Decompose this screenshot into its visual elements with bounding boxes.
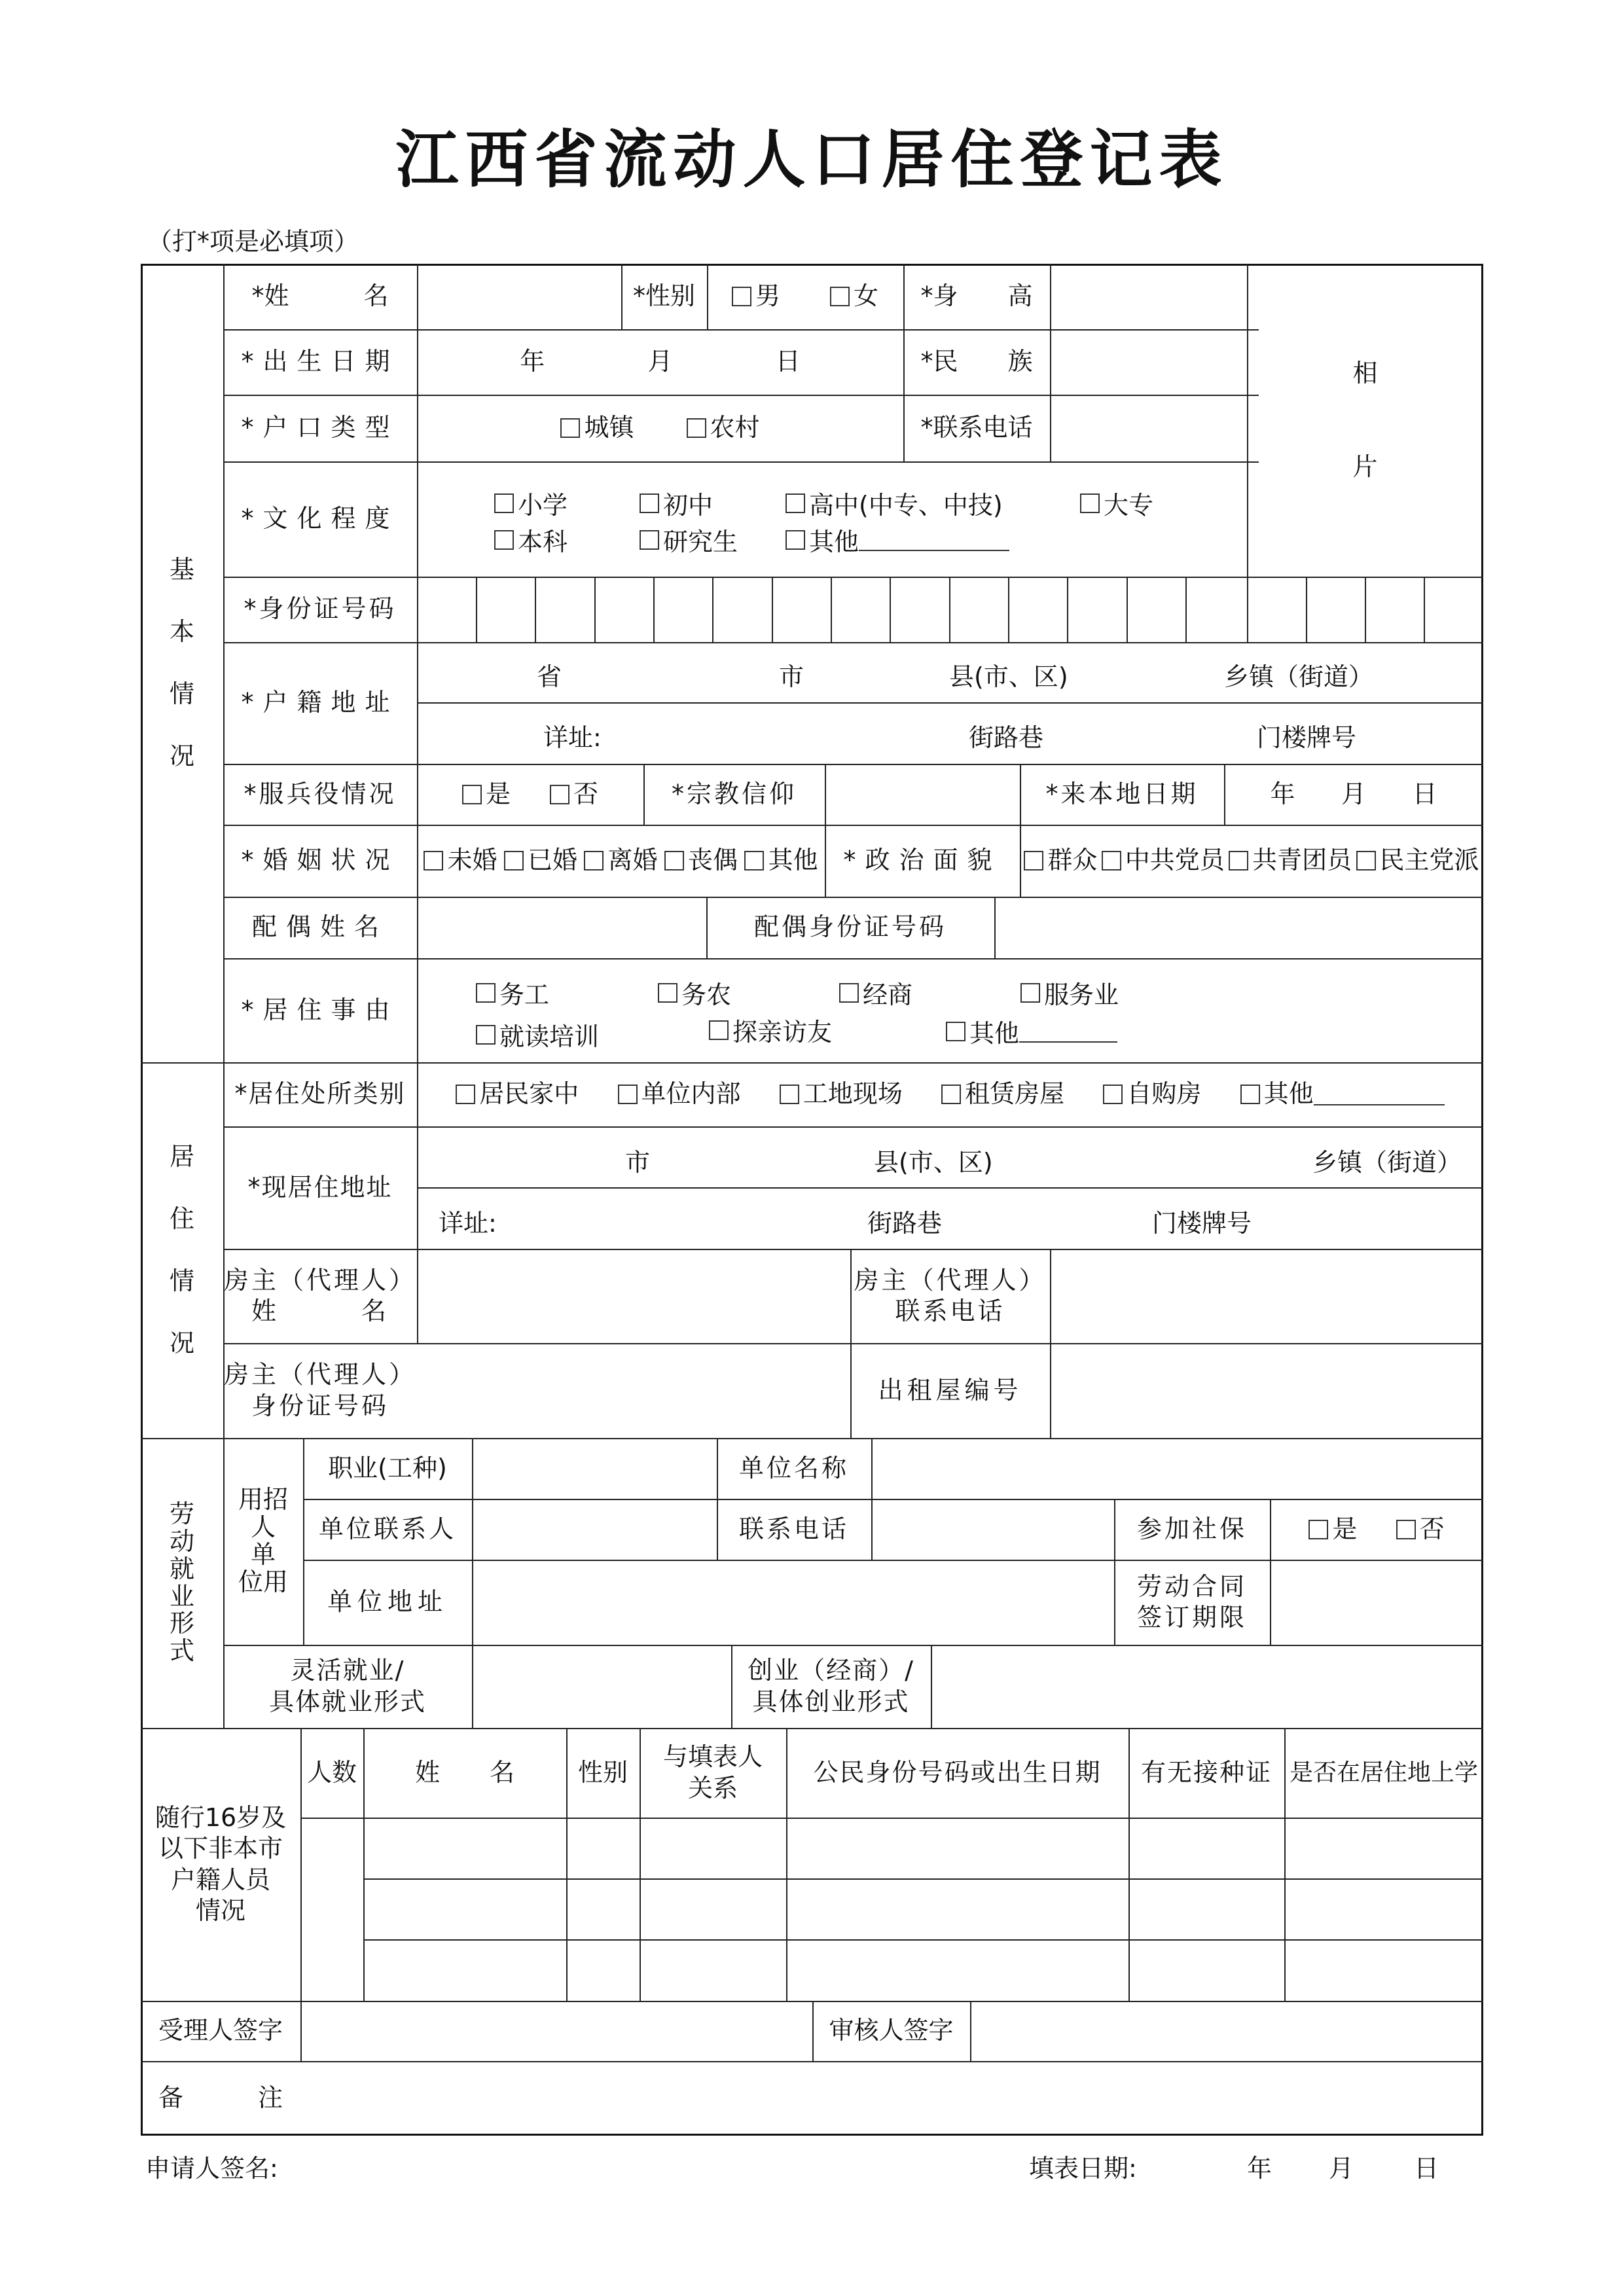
checkbox-icon[interactable] — [1103, 1085, 1123, 1104]
education-label: *文化程度 — [241, 504, 399, 533]
marriage-unmarried-option[interactable]: 未婚 — [424, 845, 497, 876]
year-text: 年 — [520, 347, 545, 376]
religion-field[interactable] — [825, 764, 1020, 825]
county-text: 县(市、区) — [949, 662, 1068, 691]
reason-farm-option[interactable]: 务农 — [658, 975, 731, 1011]
res-unit-option[interactable]: 单位内部 — [618, 1079, 741, 1110]
checkbox-icon[interactable] — [1308, 1520, 1328, 1539]
checkbox-icon[interactable] — [494, 493, 514, 513]
name-label: *姓 名 — [251, 281, 389, 311]
social-yes-option[interactable]: 是 — [1308, 1514, 1357, 1545]
fill-date-label: 填表日期: — [1029, 2154, 1137, 2183]
unit-address-label: 单位地址 — [327, 1587, 448, 1617]
section-labor-label: 劳 动 就 业 形 式 — [169, 1499, 194, 1666]
doorplate-text: 门楼牌号 — [1257, 723, 1357, 752]
unit-name-field[interactable] — [871, 1438, 1483, 1499]
checkbox-icon[interactable] — [785, 530, 805, 550]
occupation-label: 职业(工种) — [328, 1453, 447, 1482]
checkbox-icon[interactable] — [785, 493, 805, 513]
checkbox-icon[interactable] — [839, 983, 859, 1003]
hukou-type-label: *户口类型 — [241, 413, 399, 442]
unit-phone-label: 联系电话 — [738, 1514, 849, 1543]
res-county-text: 县(市、区) — [874, 1148, 993, 1177]
edu-bachelor-option[interactable]: 本科 — [494, 522, 568, 558]
marriage-label: *婚姻状况 — [241, 846, 399, 875]
spouse-id-field[interactable] — [994, 897, 1483, 958]
res-home-option[interactable]: 居民家中 — [456, 1079, 579, 1110]
edu-senior-option[interactable]: 高中(中专、中技) — [785, 485, 1003, 521]
required-note: （打*项是必填项） — [147, 227, 359, 256]
res-city-text: 市 — [625, 1148, 651, 1177]
children-relation-header: 与填表人 关系 — [662, 1742, 763, 1803]
checkbox-icon[interactable] — [1102, 851, 1121, 870]
owner-phone-label: 房主（代理人） 联系电话 — [854, 1265, 1047, 1325]
id-number-field[interactable] — [417, 577, 1483, 642]
edu-graduate-option[interactable]: 研究生 — [640, 522, 738, 558]
receiver-sign-field[interactable] — [300, 2001, 812, 2061]
reason-label: *居住事由 — [241, 995, 399, 1024]
checkbox-icon[interactable] — [946, 1022, 965, 1041]
startup-label: 创业（经商）/ 具体创业形式 — [748, 1656, 914, 1716]
section-basic-label: 基 本 情 况 — [169, 554, 194, 770]
fill-year-text: 年 — [1247, 2154, 1272, 2183]
arrival-date-label: *来本地日期 — [1045, 779, 1199, 808]
checkbox-icon[interactable] — [687, 418, 706, 438]
social-insurance-label: 参加社保 — [1136, 1514, 1247, 1543]
checkbox-icon[interactable] — [780, 1085, 799, 1104]
province-text: 省 — [537, 662, 562, 691]
military-label: *服兵役情况 — [244, 779, 397, 808]
res-site-option[interactable]: 工地现场 — [780, 1079, 903, 1110]
checkbox-icon[interactable] — [476, 1025, 496, 1045]
checkbox-icon[interactable] — [560, 418, 580, 438]
checkbox-icon[interactable] — [476, 983, 496, 1003]
checkbox-icon[interactable] — [1024, 851, 1043, 870]
unit-address-field[interactable] — [472, 1560, 1114, 1645]
res-detail-text: 详址: — [439, 1209, 497, 1238]
checkbox-icon[interactable] — [424, 851, 443, 870]
month-text: 月 — [1341, 779, 1366, 808]
checkbox-icon[interactable] — [830, 287, 850, 306]
town-text: 乡镇（街道） — [1224, 662, 1374, 691]
birth-field[interactable] — [417, 329, 903, 395]
hukou-rural-option[interactable]: 农村 — [687, 412, 760, 444]
phone-label: *联系电话 — [920, 413, 1033, 442]
political-democratic-option[interactable]: 民主党派 — [1356, 845, 1479, 876]
height-field[interactable] — [1050, 264, 1247, 329]
checkbox-icon[interactable] — [1240, 1085, 1260, 1104]
spouse-name-field[interactable] — [417, 897, 706, 958]
remark-label: 备 注 — [158, 2083, 283, 2113]
detail-text: 详址: — [543, 723, 602, 752]
owner-phone-field[interactable] — [1050, 1249, 1483, 1343]
edu-junior-option[interactable]: 初中 — [640, 485, 713, 521]
res-own-option[interactable]: 自购房 — [1103, 1079, 1201, 1110]
checkbox-icon[interactable] — [456, 1085, 475, 1104]
owner-name-label: 房主（代理人） 姓 名 — [223, 1265, 416, 1325]
checkbox-icon[interactable] — [1080, 493, 1100, 513]
checkbox-icon[interactable] — [1396, 1520, 1416, 1539]
day-text: 日 — [775, 347, 801, 376]
religion-label: *宗教信仰 — [671, 779, 797, 808]
unit-contact-label: 单位联系人 — [318, 1514, 456, 1543]
ethnic-label: *民 族 — [920, 347, 1033, 376]
photo-box[interactable]: 相 片 — [1352, 359, 1378, 481]
reason-other-blank[interactable] — [1019, 1020, 1117, 1043]
phone-field[interactable] — [1050, 395, 1247, 461]
startup-field[interactable] — [931, 1645, 1483, 1728]
owner-name-field[interactable] — [417, 1249, 850, 1343]
checkbox-icon[interactable] — [664, 851, 684, 870]
gender-male-option[interactable]: 男 — [732, 281, 780, 312]
section-employer-label: 用招 人 单 位用 — [238, 1485, 288, 1596]
checkbox-icon[interactable] — [550, 785, 569, 804]
edu-college-option[interactable]: 大专 — [1080, 485, 1153, 521]
res-rent-option[interactable]: 租赁房屋 — [941, 1079, 1064, 1110]
military-yes-option[interactable]: 是 — [462, 779, 511, 810]
children-id-header: 公民身份号码或出生日期 — [813, 1757, 1102, 1787]
social-no-option[interactable]: 否 — [1396, 1514, 1445, 1545]
checkbox-icon[interactable] — [462, 785, 482, 804]
contract-term-label: 劳动合同 签订期限 — [1136, 1571, 1247, 1632]
hukou-urban-option[interactable]: 城镇 — [560, 412, 634, 444]
res-street-text: 街路巷 — [867, 1209, 943, 1238]
res-other-option[interactable]: 其他 — [1240, 1079, 1445, 1110]
edu-primary-option[interactable]: 小学 — [494, 485, 568, 521]
month-text: 月 — [647, 347, 673, 376]
flexible-employment-label: 灵活就业/ 具体就业形式 — [268, 1656, 426, 1716]
remark-field[interactable] — [300, 2061, 1483, 2136]
marriage-married-option[interactable]: 已婚 — [504, 845, 577, 876]
form-title: 江西省流动人口居住登记表 — [395, 122, 1229, 196]
reason-visit-option[interactable]: 探亲访友 — [709, 1012, 832, 1048]
fill-day-text: 日 — [1414, 2154, 1439, 2183]
reviewer-sign-label: 审核人签字 — [829, 2016, 954, 2045]
unit-name-label: 单位名称 — [738, 1453, 849, 1482]
marriage-widowed-option[interactable]: 丧偶 — [664, 845, 738, 876]
birth-label: *出生日期 — [241, 347, 399, 376]
rental-number-field[interactable] — [1050, 1343, 1483, 1438]
political-masses-option[interactable]: 群众 — [1024, 845, 1097, 876]
spouse-name-label: 配偶姓名 — [251, 912, 388, 942]
children-count-header: 人数 — [306, 1757, 357, 1787]
edu-other-blank[interactable] — [859, 529, 1009, 551]
fill-month-text: 月 — [1329, 2154, 1354, 2183]
spouse-id-label: 配偶身份证号码 — [753, 912, 947, 942]
children-name-header: 姓 名 — [414, 1757, 514, 1787]
applicant-signature-label: 申请人签名: — [145, 2154, 278, 2183]
checkbox-icon[interactable] — [709, 1020, 729, 1040]
id-number-label: *身份证号码 — [244, 594, 397, 624]
arrival-date-field[interactable] — [1224, 764, 1483, 825]
children-school-header: 是否在居住地上学 — [1289, 1759, 1478, 1786]
current-address-label: *现居住地址 — [247, 1172, 393, 1202]
registration-form — [141, 264, 1483, 2136]
reason-work-option[interactable]: 务工 — [476, 975, 549, 1011]
table-row[interactable] — [363, 1878, 1483, 1939]
checkbox-icon[interactable] — [1356, 851, 1376, 870]
political-cyl-option[interactable]: 共青团员 — [1229, 845, 1352, 876]
day-text: 日 — [1412, 779, 1437, 808]
checkbox-icon[interactable] — [640, 493, 659, 513]
checkbox-icon[interactable] — [504, 851, 524, 870]
contract-term-field[interactable] — [1270, 1560, 1483, 1645]
checkbox-icon[interactable] — [584, 851, 604, 870]
section-residence-label: 居 住 情 况 — [169, 1141, 194, 1357]
gender-female-option[interactable]: 女 — [830, 281, 878, 312]
checkbox-icon[interactable] — [1229, 851, 1248, 870]
reviewer-sign-field[interactable] — [970, 2001, 1483, 2061]
checkbox-icon[interactable] — [732, 287, 751, 306]
res-doorplate-text: 门楼牌号 — [1152, 1209, 1252, 1238]
flexible-employment-field[interactable] — [472, 1645, 731, 1728]
reason-study-option[interactable]: 就读培训 — [476, 1016, 599, 1052]
checkbox-icon[interactable] — [640, 530, 659, 550]
year-text: 年 — [1270, 779, 1295, 808]
edu-other-option[interactable]: 其他 — [785, 522, 1009, 558]
owner-id-field[interactable] — [417, 1343, 850, 1438]
unit-contact-field[interactable] — [472, 1499, 717, 1560]
children-vaccine-header: 有无接种证 — [1140, 1757, 1272, 1787]
rental-number-label: 出租屋编号 — [878, 1375, 1022, 1405]
checkbox-icon[interactable] — [658, 983, 677, 1003]
owner-id-label: 房主（代理人） 身份证号码 — [223, 1360, 416, 1420]
checkbox-icon[interactable] — [941, 1085, 961, 1104]
marriage-other-option[interactable]: 其他 — [744, 845, 818, 876]
res-other-blank[interactable] — [1314, 1083, 1445, 1105]
checkbox-icon[interactable] — [1020, 983, 1040, 1003]
checkbox-icon[interactable] — [618, 1085, 638, 1104]
section-children-label: 随行16岁及 以下非本市 户籍人员 情况 — [154, 1803, 287, 1925]
res-town-text: 乡镇（街道） — [1312, 1148, 1462, 1177]
political-label: *政治面貌 — [843, 846, 1001, 875]
name-field[interactable] — [417, 264, 621, 329]
reason-other-option[interactable]: 其他 — [946, 1013, 1117, 1049]
hukou-address-label: *户籍地址 — [241, 688, 399, 717]
military-no-option[interactable]: 否 — [550, 779, 598, 810]
receiver-sign-label: 受理人签字 — [158, 2016, 283, 2045]
city-text: 市 — [779, 662, 804, 691]
table-row[interactable] — [363, 1818, 1483, 1878]
reason-business-option[interactable]: 经商 — [839, 975, 912, 1011]
residence-type-label: *居住处所类别 — [234, 1079, 406, 1109]
reason-service-option[interactable]: 服务业 — [1020, 975, 1119, 1011]
political-ccp-option[interactable]: 中共党员 — [1102, 845, 1225, 876]
unit-phone-field[interactable] — [871, 1499, 1114, 1560]
marriage-divorced-option[interactable]: 离婚 — [584, 845, 657, 876]
children-gender-header: 性别 — [577, 1757, 628, 1787]
gender-label: *性别 — [632, 281, 695, 311]
checkbox-icon[interactable] — [494, 530, 514, 550]
table-row[interactable] — [363, 1939, 1483, 2001]
checkbox-icon[interactable] — [744, 851, 764, 870]
height-label: *身 高 — [920, 281, 1033, 311]
street-text: 街路巷 — [969, 723, 1044, 752]
ethnic-field[interactable] — [1050, 329, 1247, 395]
occupation-field[interactable] — [472, 1438, 717, 1499]
